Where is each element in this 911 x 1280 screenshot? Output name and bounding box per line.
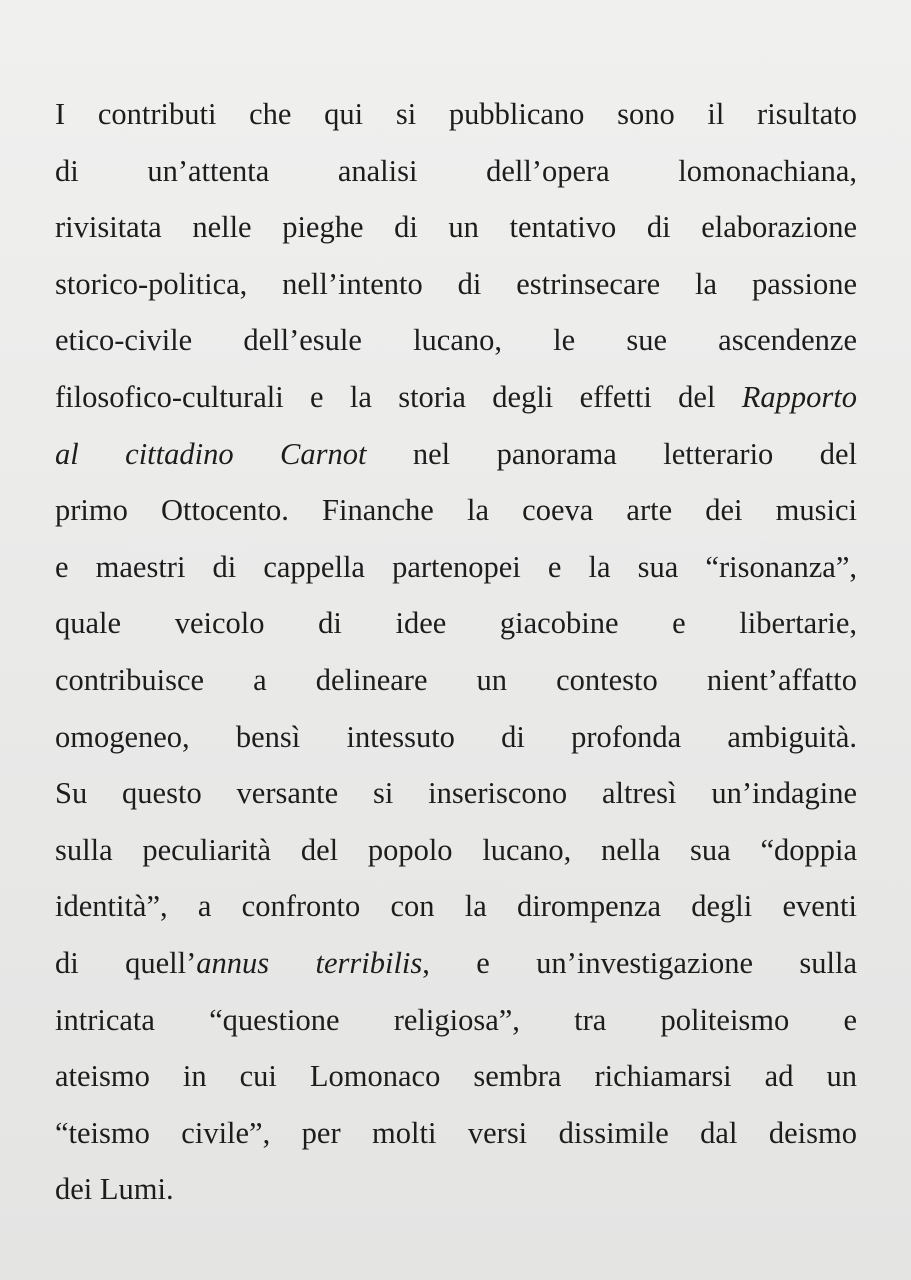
text-line — [55, 601, 857, 658]
text-line — [55, 998, 857, 1055]
text-span: identità”, a confronto con la dirompenza degli eventi — [55, 889, 857, 924]
text-line — [55, 1111, 857, 1168]
text-line — [55, 1167, 857, 1224]
text-line — [55, 545, 857, 602]
italic-text-span: Rapporto — [741, 379, 857, 414]
text-line — [55, 884, 857, 941]
text-span: Su questo versante si inseriscono altresì un’indagine — [55, 776, 857, 811]
text-span: filosofico-culturali e la storia degli effetti del — [55, 379, 742, 414]
text-span: sulla peculiarità del popolo lucano, nella sua “doppia — [55, 832, 857, 867]
text-span: contribuisce a delineare un contesto nient’affatto — [55, 662, 857, 697]
text-line — [55, 92, 857, 149]
italic-text-span: al cittadino Carnot — [55, 436, 367, 471]
text-line — [55, 318, 857, 375]
text-line — [55, 941, 857, 998]
text-line — [55, 715, 857, 772]
text-span: “teismo civile”, per molti versi dissimile dal deismo — [55, 1115, 857, 1150]
text-span: storico-politica, nell’intento di estrinsecare la passione — [55, 266, 857, 301]
text-line — [55, 1054, 857, 1111]
text-span: quale veicolo di idee giacobine e libertarie, — [55, 606, 857, 641]
text-line — [55, 658, 857, 715]
text-line — [55, 771, 857, 828]
text-span: etico-civile dell’esule lucano, le sue ascendenze — [55, 323, 857, 358]
text-line — [55, 205, 857, 262]
text-span: e maestri di cappella partenopei e la sua “risonanza”, — [55, 549, 857, 584]
text-span: di quell’ — [55, 945, 197, 980]
text-line — [55, 828, 857, 885]
text-span: dei Lumi. — [55, 1172, 174, 1207]
text-span: ateismo in cui Lomonaco sembra richiamarsi ad un — [55, 1059, 857, 1094]
text-line — [55, 488, 857, 545]
text-span: I contributi che qui si pubblicano sono il risultato — [55, 97, 857, 131]
text-span: di un’attenta analisi dell’opera lomonachiana, — [55, 153, 857, 188]
text-line — [55, 375, 857, 432]
text-span: nel panorama letterario del — [366, 436, 857, 471]
text-span: rivisitata nelle pieghe di un tentativo di elaborazione — [55, 210, 857, 245]
text-span: intricata “questione religiosa”, tra politeismo e — [55, 1002, 857, 1037]
text-line — [55, 149, 857, 206]
text-span: primo Ottocento. Finanche la coeva arte dei musici — [55, 493, 857, 528]
text-span: omogeneo, bensì intessuto di profonda ambiguità. — [55, 719, 857, 754]
body-paragraph — [55, 92, 857, 1224]
text-span: , e un’investigazione sulla — [422, 945, 857, 980]
italic-text-span: annus terribilis — [196, 945, 423, 980]
text-line — [55, 262, 857, 319]
text-line — [55, 432, 857, 489]
